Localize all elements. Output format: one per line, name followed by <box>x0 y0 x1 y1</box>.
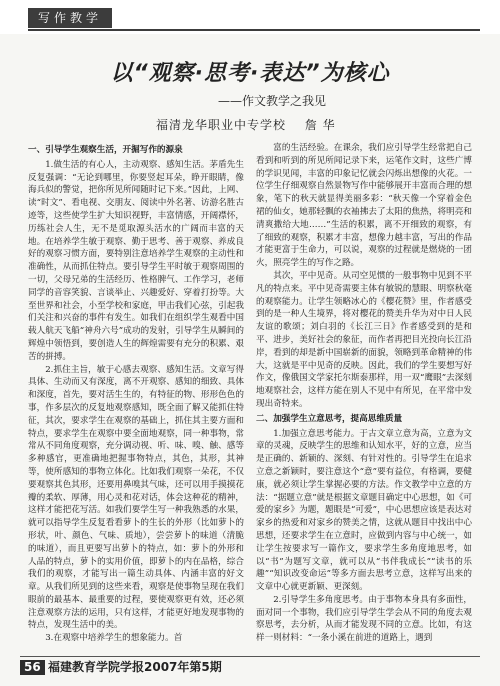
article-subtitle: ——作文教学之我见 <box>218 94 327 108</box>
author-organization: 福清龙华职业中专学校 <box>156 118 287 132</box>
journal-name: 福建教育学院学报2007年第5期 <box>48 660 222 674</box>
author-line <box>156 116 350 133</box>
body-paragraph: 1.做生活的有心人，主动观察、感知生活。茅盾先生反复强调：“无论到哪里，你要竖起耳朵，睁开眼睛，像海兵似的警觉，把你所见所闻随时记下来。”因此，上网、读“时文”、看电视、交朋友、阅读中外名著、访游名胜古迹等，这些使学生扩大知识视野，丰富情感，开阔襟怀，历练社会人生，无不是觅取源头活水的广阔而丰富的天地。在培养学生敏于观察、勤于思考、善于观察、养成良好的观察习惯方面，要特别注意培养学生观察的主动性和准确性，从而抓住特点。要引导学生平时敏于观察周围的一切，父母兄弟的生活经历、性格脾气、工作学习，老师同学的音容笑貌、言谈举止、兴趣爱好、穿着打扮等。大至世界和社会，小至学校和家庭，甲击我们心弦，引起我们关注和兴奋的事件有发生。如我们在组织学生观看中国载人航天飞船“神舟六号”成功的发射，引导学生从瞬间的辉煌中领悟到，要创造人生的辉煌需要有充分的积累、艰苦的拼搏。 <box>28 159 244 362</box>
body-paragraph: 1.加强立意思考能力。于古文章立意为高，立意为文章的灵魂，反映学生的思维和认知水平，好的立意，应当是正确的、新颖的、深刻、有针对性的。引导学生在追求立意之新颖时，要注意这个“意”要有益位，有格调，要健康，就必须让学生掌握必要的方法。作文教学中立意的方法：“据题立意”就是根据文章题目确定中心思想，如《可爱的家乡》为题，题眼是“可爱”，中心思想应该是表达对家乡的热爱和对家乡的赞美之情，这就从题目中找出中心思想，还要求学生在立意时，应做到内容与中心统一，如让学生按要求写一篇作文，要求学生多角度地思考，如以“书”为题写文章，就可以从“书伴我成长”“读书的乐趣”“知识改变命运”等多方面去思考立意，这样写出来的文章中心就更新颖、更深刻。 <box>256 428 472 593</box>
header-rule <box>28 29 480 31</box>
body-paragraph: 2.抓住主旨，敏于心感去观察、感知生活。文章写得具体、生动而又有深度，离不开观察、感知的细致、具体和深度，首先，要对活生生的，有特征的物、形形色色的事，作多层次的反复地观察感知，既全面了解又能抓住特征，其次，要求学生在观察的基础上，抓住其主要方面和特点，要求学生在观察中要全面地观察，同一种事物，常常从不同角度观察，充分调动视、听、味、嗅、触、感等多种感官，更准确地把握事物特点，其色，其形，其神等，使所感知的事物立体化。比如我们观察一朵花，不仅要观察其色其形，还要用鼻嗅其气味，还可以用手摸摸花瓣的柔软、厚薄，用心灵和花对话，体会这种花的精神，这样才能把花写活。如我们要学生写一种我熟悉的水果，就可以指导学生反复看看萝卜的生长的外形（比如萝卜的形状，叶、颜色、气味、质地），尝尝萝卜的味道（清脆的味道），而且更要写出萝卜的特点，如：萝卜的外形和人品的特点，萝卜的实用价值，即萝卜的内在品格，综合我们的观察，才能写出一篇生动具体、内涵丰富的好文章。从我们所见到的这些来看，观察是使事物呈现在我们眼前的最基本、最重要的过程，要使观察更有效，还必须注意观察方法的运用，只有这样，才能更好地发现事物的特点，发现生活中的美。 <box>28 364 244 631</box>
page-number: 56 <box>20 660 45 675</box>
section-tag: 写作教学 <box>28 8 112 28</box>
body-paragraph: 富的生活经验。在课余，我们应引导学生经常把自己看到和听到的所见所闻记录下来，运笔作文时，这些广博的学识见闻，丰富的印象记忆就会闪烁出想像的火花。一位学生仔细观察自然景物写作中能够展开丰富而合理的想象，笔下的秋天就显得美丽多彩：“秋天像一个穿着金色裙的仙女，她那轻飘的衣袖拂去了太阳的焦热，将明亮和清爽撒给大地……”生活的积累，离不开细致的观察，有了细致的观察，积累才丰富，想像力越丰富，写出的作品才能更富于生命力，可以说，观察的过程就是燃烧的一团火，照亮学生的写作之路。 <box>256 143 472 269</box>
author-name: 詹 华 <box>304 118 336 132</box>
section-heading: 一、引导学生观察生活，开掘写作的源泉 <box>28 145 183 155</box>
section-heading: 二、加强学生立意思考，提高思维质量 <box>256 413 403 424</box>
article-title: 以“观察·思考·表达”为核心 <box>110 61 390 86</box>
body-paragraph: 2.引导学生多角度思考。由于事物本身具有多面性，面对同一个事物，我们应引导学生学会从不同的角度去观察思考，去分析，从而才能发现不同的立意。比如，有这样一则材料：“一条小溪在前进的道路上，遇到 <box>256 594 472 644</box>
right-column <box>256 142 472 650</box>
footer-rule <box>20 656 480 657</box>
body-paragraph: 3.在观察中培养学生的想象能力。首 <box>45 633 183 644</box>
left-column <box>28 142 244 650</box>
body-paragraph: 其次，平中见奇。从司空见惯的一般事物中见到不平凡的特点来。平中见奇需要主体有敏锐的慧眼、明察秋毫的观察能力。让学生领略冰心的《樱花赞》里，作者感受到的是一种人生境界，将对樱花的赞美升华为对中日人民友谊的歌颂；刘白羽的《长江三日》作者感受到的是和平、进步，美好社会的象征，而作者再把目光投向长江沿岸，看到的却是新中国崭新的面貌，领略到革命精神的伟大，这就是平中见奇的反映。因此，我们的学生要想写好作文，像俄国文学家托尔斯泰那样，用一双“鹰眼”去深刻地观察社会，这样方能在别人不见中有所见，在平常中发现出奇特来。 <box>256 270 472 409</box>
